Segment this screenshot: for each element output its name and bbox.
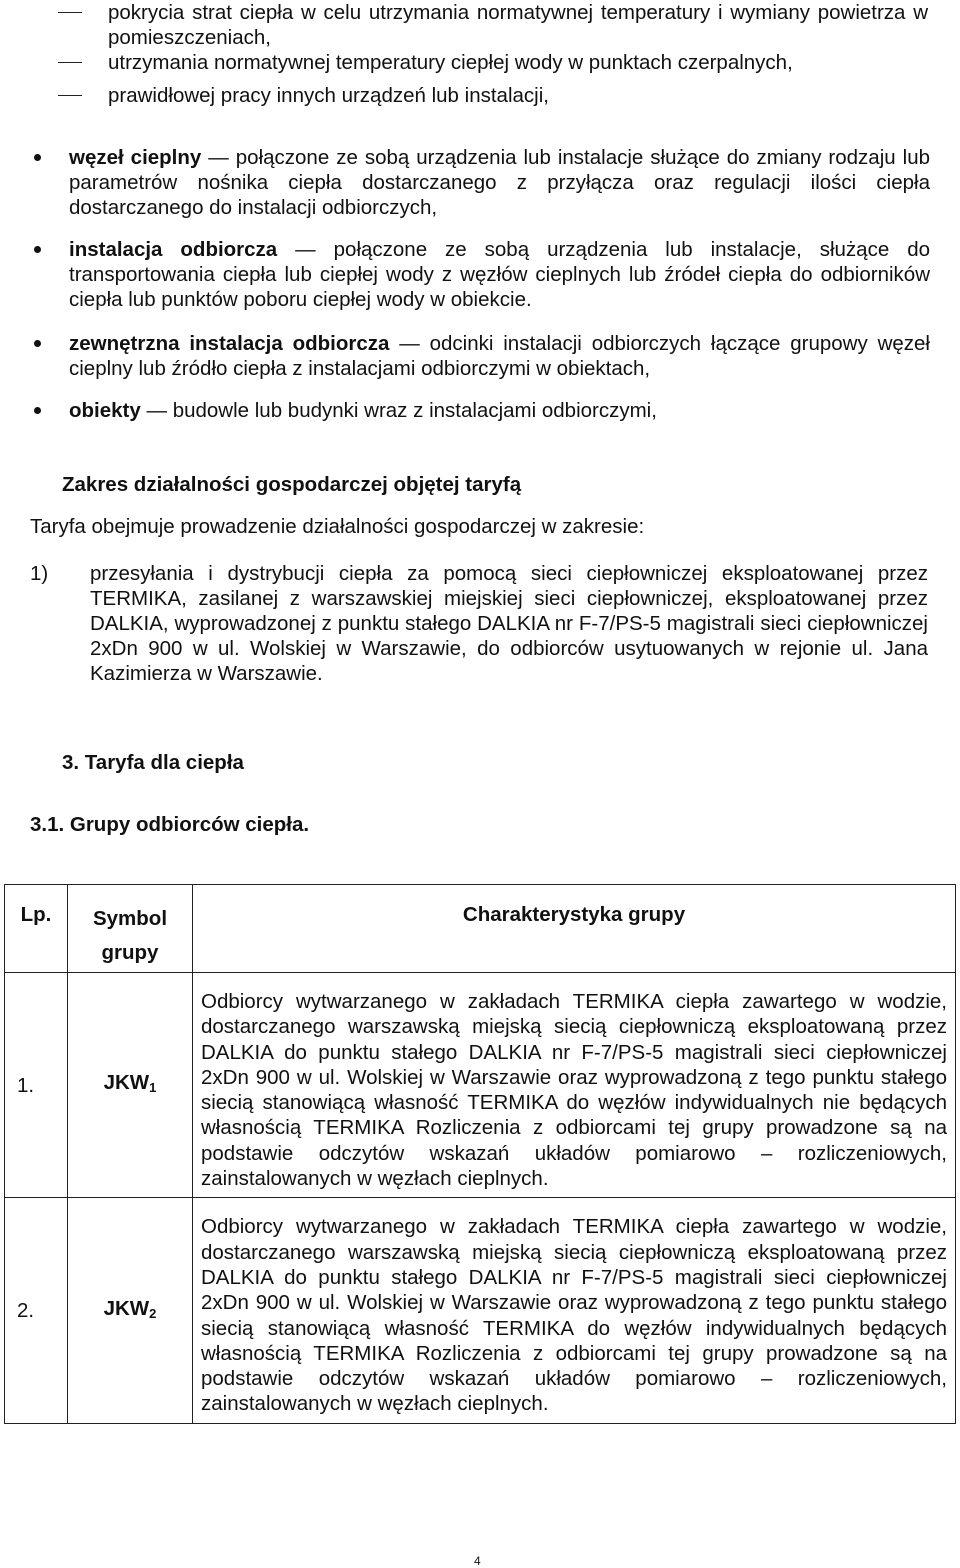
row-symbol bbox=[68, 1198, 193, 1423]
definition-text bbox=[69, 145, 930, 220]
bullet-icon bbox=[34, 407, 41, 414]
bullet-icon bbox=[34, 340, 41, 347]
definition-text bbox=[69, 237, 930, 312]
symbol-main: JKW bbox=[103, 1071, 150, 1095]
dash-marker bbox=[58, 62, 82, 63]
customer-groups-table bbox=[4, 884, 956, 1424]
table-header-row bbox=[5, 885, 956, 973]
symbol-subscript: 2 bbox=[149, 1305, 157, 1321]
bullet-icon bbox=[34, 154, 41, 161]
definition-separator: — bbox=[201, 146, 236, 169]
definition-separator: — bbox=[277, 238, 334, 261]
scope-item-number: 1) bbox=[30, 562, 49, 585]
header-lp: Lp. bbox=[5, 885, 68, 973]
header-symbol: Symbol grupy bbox=[68, 885, 193, 973]
symbol-subscript: 1 bbox=[149, 1080, 157, 1096]
dash-marker bbox=[58, 95, 82, 96]
section-subheading: 3.1. Grupy odbiorców ciepła. bbox=[30, 813, 310, 836]
row-symbol bbox=[68, 973, 193, 1198]
definition-body: budowle lub budynki wraz z instalacjami odbiorczymi, bbox=[172, 399, 657, 422]
scope-intro: Taryfa obejmuje prowadzenie działalności gospodarczej w zakresie: bbox=[30, 515, 645, 538]
table-row bbox=[5, 973, 956, 1198]
symbol-main: JKW bbox=[103, 1296, 150, 1320]
definition-term: zewnętrzna instalacja odbiorcza bbox=[69, 332, 390, 355]
definition-body: odcinki instalacji odbiorczych łączące grupowy węzeł cieplny lub źródło ciepła z instalacjami odbiorczymi w obiektach, bbox=[69, 332, 930, 380]
definition-item bbox=[34, 398, 930, 423]
dash-item-text: utrzymania normatywnej temperatury ciepłej wody w punktach czerpalnych, bbox=[108, 51, 793, 74]
dash-marker bbox=[58, 12, 82, 13]
scope-item-text: przesyłania i dystrybucji ciepła za pomocą sieci ciepłowniczej eksploatowanej przez TERMIKA, zasilanej z warszawskiej miejskiej sieci ciepłowniczej, eksploatowanej przez DALKIA, wyprowadzonej z punktu stałego DALKIA nr F-7/PS-5 magistrali sieci ciepłowniczej 2xDn 900 w ul. Wolskiej w Warszawie, do odbiorców usytuowanych w rejonie ul. Jana Kazimierza w Warszawie. bbox=[90, 562, 928, 685]
dash-item-text: prawidłowej pracy innych urządzeń lub instalacji, bbox=[108, 84, 549, 107]
definition-body: połączone ze sobą urządzenia lub instalacje służące do zmiany rodzaju lub parametrów nośnika ciepła dostarczanego z przyłącza oraz regulacji ilości ciepła dostarczanego do instalacji odbiorczych, bbox=[69, 146, 930, 219]
definition-separator: — bbox=[140, 399, 173, 422]
definition-item bbox=[34, 331, 930, 381]
definition-item bbox=[34, 145, 930, 220]
definition-term: obiekty bbox=[69, 399, 141, 422]
definition-text bbox=[69, 331, 930, 381]
dash-list-item bbox=[58, 50, 928, 75]
definition-text bbox=[69, 398, 930, 423]
section-heading: 3. Taryfa dla ciepła bbox=[62, 751, 244, 774]
header-description: Charakterystyka grupy bbox=[193, 885, 956, 973]
scope-heading: Zakres działalności gospodarczej objętej taryfą bbox=[62, 473, 522, 496]
bullet-icon bbox=[34, 246, 41, 253]
page-number: 4 bbox=[474, 1554, 481, 1568]
definition-body: połączone ze sobą urządzenia lub instalacje, służące do transportowania ciepła lub ciepłej wody z węzłów cieplnych lub źródeł ciepła do odbiorników ciepła lub punktów poboru ciepłej wody w obiekcie. bbox=[69, 238, 930, 311]
dash-list-item bbox=[58, 83, 928, 108]
row-description: Odbiorcy wytwarzanego w zakładach TERMIKA ciepła zawartego w wodzie, dostarczanego warszawską miejską siecią ciepłowniczą eksploatowaną przez DALKIA do punktu stałego DALKIA nr F-7/PS-5 magistrali sieci ciepłowniczej 2xDn 900 w ul. Wolskiej w Warszawie oraz wyprowadzoną z tego punktu stałego siecią stanowiącą własność TERMIKA do węzłów indywidualnych będących własnością TERMIKA Rozliczenia z odbiorcami tej grupy prowadzone są na podstawie odczytów wskazań układów pomiarowo – rozliczeniowych, zainstalowanych w węzłach cieplnych. bbox=[193, 1198, 956, 1423]
dash-item-text: pokrycia strat ciepła w celu utrzymania normatywnej temperatury i wymiany powietrza w pomieszczeniach, bbox=[108, 1, 928, 49]
row-description: Odbiorcy wytwarzanego w zakładach TERMIKA ciepła zawartego w wodzie, dostarczanego warszawską miejską siecią ciepłowniczą eksploatowaną przez DALKIA do punktu stałego DALKIA nr F-7/PS-5 magistrali sieci ciepłowniczej 2xDn 900 w ul. Wolskiej w Warszawie oraz wyprowadzoną z tego punktu stałego siecią stanowiącą własność TERMIKA do węzłów indywidualnych nie będących własnością TERMIKA Rozliczenia z odbiorcami tej grupy prowadzone są na podstawie odczytów wskazań układów pomiarowo – rozliczeniowych, zainstalowanych w węzłach cieplnych. bbox=[193, 973, 956, 1198]
row-lp: 2. bbox=[5, 1198, 68, 1423]
definition-item bbox=[34, 237, 930, 312]
definition-term: instalacja odbiorcza bbox=[69, 238, 278, 261]
scope-list-item bbox=[30, 561, 928, 686]
table-row bbox=[5, 1198, 956, 1423]
dash-list-item bbox=[58, 0, 928, 50]
definition-separator: — bbox=[389, 332, 430, 355]
definition-term: węzeł cieplny bbox=[69, 146, 202, 169]
row-lp: 1. bbox=[5, 973, 68, 1198]
